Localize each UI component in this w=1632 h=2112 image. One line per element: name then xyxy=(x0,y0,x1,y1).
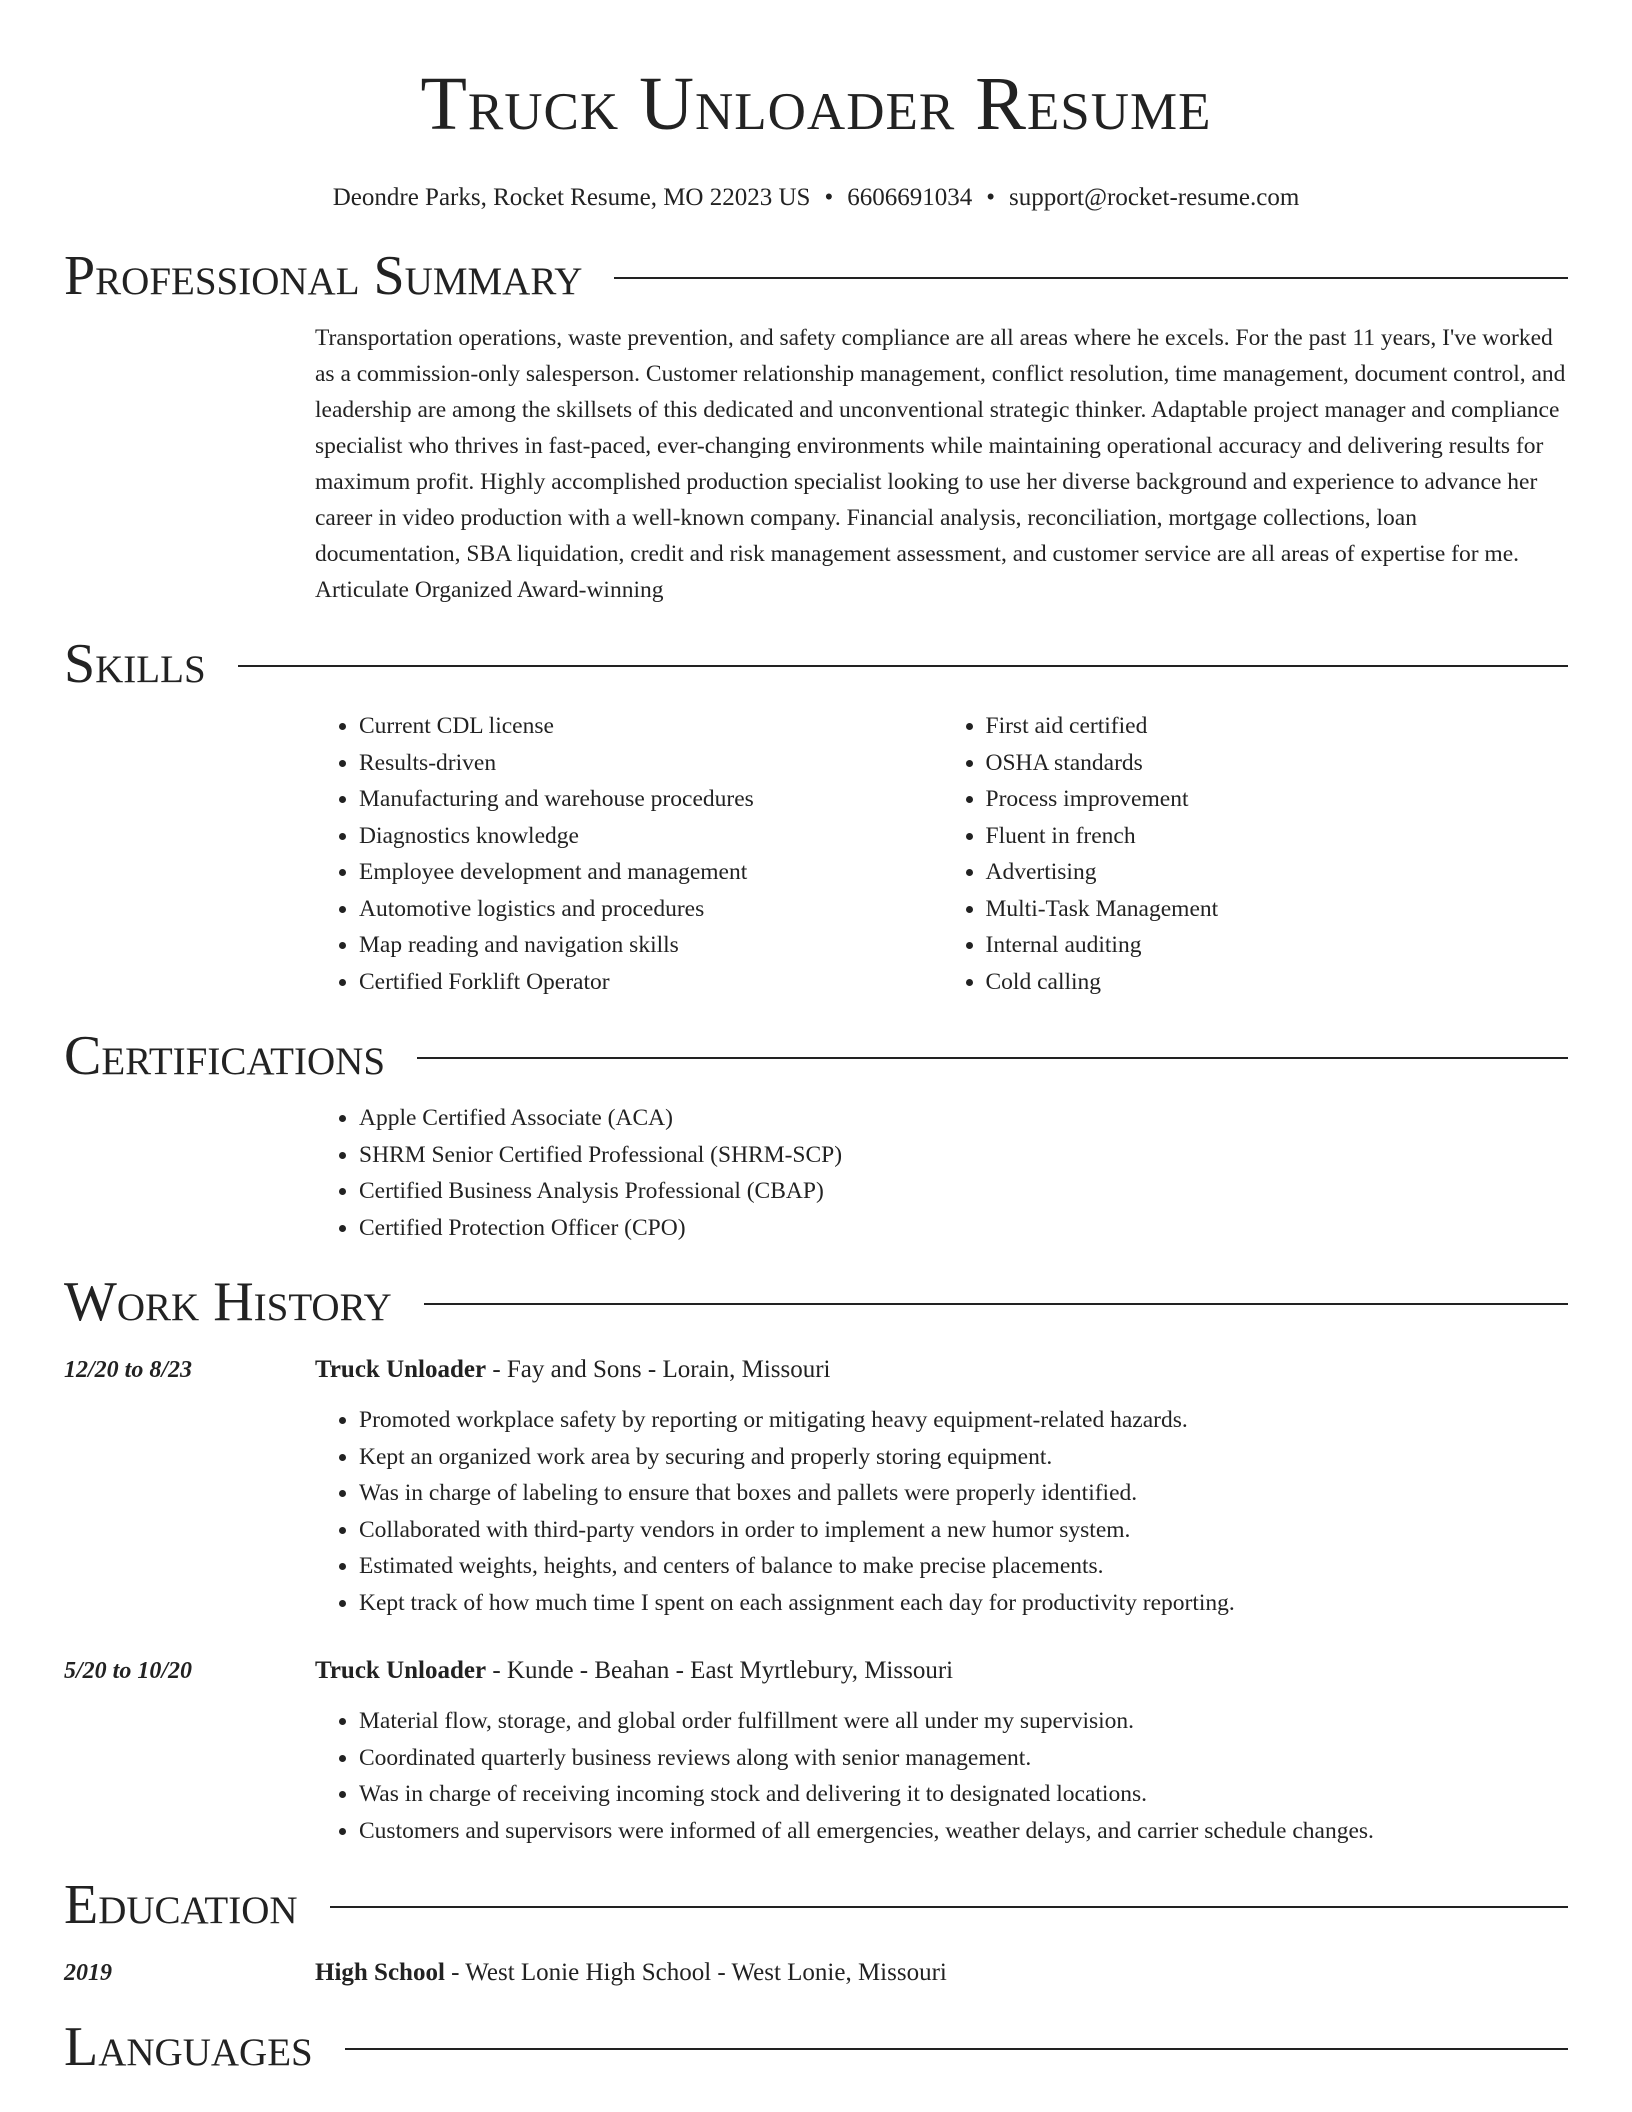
list-item: • Apple Certified Associate (ACA) xyxy=(359,1100,1568,1137)
job-bullets xyxy=(315,1703,1568,1849)
job-date: 5/20 to 10/20 xyxy=(64,1658,193,1684)
job-body xyxy=(315,1352,1568,1621)
contact-address: Deondre Parks, Rocket Resume, MO 22023 US xyxy=(332,184,811,211)
resume-title: Truck Unloader Resume xyxy=(420,62,1212,146)
section-rule xyxy=(345,2048,1568,2050)
list-item: • Diagnostics knowledge xyxy=(359,818,942,855)
list-item: • Internal auditing xyxy=(986,927,1569,964)
contact-phone: 6606691034 xyxy=(847,184,973,211)
list-item: • Certified Forklift Operator xyxy=(359,964,942,1001)
certifications-list xyxy=(315,1100,1568,1246)
resume-page xyxy=(64,0,1568,2079)
list-item: • Advertising xyxy=(986,854,1569,891)
job-body xyxy=(315,1653,1568,1849)
job-title: Truck Unloader xyxy=(315,1657,487,1684)
languages-section-header xyxy=(64,2015,1568,2079)
contact-separator: • xyxy=(986,184,995,211)
section-rule xyxy=(330,1906,1568,1908)
skills-section-header xyxy=(64,632,1568,696)
education-section-header xyxy=(64,1873,1568,1937)
list-item: • Employee development and management xyxy=(359,854,942,891)
list-item: • OSHA standards xyxy=(986,745,1569,782)
education-details: - West Lonie High School - West Lonie, Missouri xyxy=(444,1959,947,1986)
list-item: • Coordinated quarterly business reviews along with senior management. xyxy=(359,1740,1568,1777)
list-item: • SHRM Senior Certified Professional (SHRM-SCP) xyxy=(359,1137,1568,1174)
job-heading xyxy=(315,1352,1568,1388)
summary-section-header xyxy=(64,244,1568,308)
education-body xyxy=(315,1955,1568,1991)
list-item: • Multi-Task Management xyxy=(986,891,1569,928)
job-details: - Kunde - Beahan - East Myrtlebury, Missouri xyxy=(486,1657,954,1684)
list-item: • Automotive logistics and procedures xyxy=(359,891,942,928)
certifications-section-header xyxy=(64,1024,1568,1088)
skills-grid xyxy=(315,708,1568,1000)
skills-list-right xyxy=(942,708,1569,1000)
contact-separator: • xyxy=(824,184,834,211)
summary-text: Transportation operations, waste prevention, and safety compliance are all areas where he excels. For the past 11 years, I've worked as a commission-only salesperson. Customer relationship management, conflict resolution, time management, document control, and leadership are among the skillsets of this dedicated and unconventional strategic thinker. Adaptable project manager and compliance specialist who thrives in fast-paced, ever-changing environments while maintaining operational accuracy and delivering results for maximum profit. Highly accomplished production specialist looking to use her diverse background and experience to advance her career in video production with a well-known company. Financial analysis, reconciliation, mortgage collections, loan documentation, SBA liquidation, credit and risk management assessment, and customer service are all areas of expertise for me. Articulate Organized Award-winning xyxy=(315,325,1566,603)
education-entry xyxy=(64,1955,1568,1991)
section-title: Languages xyxy=(64,2016,313,2078)
education-date: 2019 xyxy=(64,1960,112,1986)
list-item: • Manufacturing and warehouse procedures xyxy=(359,781,942,818)
section-title: Skills xyxy=(64,633,206,695)
list-item: • Was in charge of receiving incoming stock and delivering it to designated locations. xyxy=(359,1776,1568,1813)
job-heading xyxy=(315,1653,1568,1689)
list-item: • Certified Business Analysis Professional (CBAP) xyxy=(359,1173,1568,1210)
list-item: • Current CDL license xyxy=(359,708,942,745)
section-rule xyxy=(424,1303,1568,1305)
job-date: 12/20 to 8/23 xyxy=(64,1357,193,1383)
list-item: • Results-driven xyxy=(359,745,942,782)
job-entry xyxy=(64,1653,1568,1849)
list-item: • Customers and supervisors were informed of all emergencies, weather delays, and carrier schedule changes. xyxy=(359,1813,1568,1850)
list-item: • Kept an organized work area by securing and properly storing equipment. xyxy=(359,1439,1568,1476)
job-bullets xyxy=(315,1402,1568,1621)
work-section-header xyxy=(64,1270,1568,1334)
list-item: • Certified Protection Officer (CPO) xyxy=(359,1210,1568,1247)
list-item: • Estimated weights, heights, and centers of balance to make precise placements. xyxy=(359,1548,1568,1585)
list-item: • Cold calling xyxy=(986,964,1569,1001)
list-item: • Promoted workplace safety by reporting or mitigating heavy equipment-related hazards. xyxy=(359,1402,1568,1439)
contact-line xyxy=(64,182,1568,214)
list-item: • Process improvement xyxy=(986,781,1569,818)
job-entry xyxy=(64,1352,1568,1621)
education-heading xyxy=(315,1955,1568,1991)
section-title: Education xyxy=(64,1874,298,1936)
section-title: Professional Summary xyxy=(64,245,583,307)
section-title: Certifications xyxy=(64,1025,386,1087)
education-degree: High School xyxy=(315,1959,445,1986)
section-rule xyxy=(238,665,1568,667)
contact-email: support@rocket-resume.com xyxy=(1008,184,1300,211)
job-title: Truck Unloader xyxy=(315,1356,487,1383)
skills-list-left xyxy=(315,708,942,1000)
certifications-block xyxy=(315,1100,1568,1246)
section-rule xyxy=(417,1057,1568,1059)
list-item: • Fluent in french xyxy=(986,818,1569,855)
list-item: • Was in charge of labeling to ensure that boxes and pallets were properly identified. xyxy=(359,1475,1568,1512)
list-item: • Map reading and navigation skills xyxy=(359,927,942,964)
list-item: • Collaborated with third-party vendors in order to implement a new humor system. xyxy=(359,1512,1568,1549)
list-item: • Material flow, storage, and global order fulfillment were all under my supervision. xyxy=(359,1703,1568,1740)
job-details: - Fay and Sons - Lorain, Missouri xyxy=(486,1356,831,1383)
list-item: • First aid certified xyxy=(986,708,1569,745)
section-rule xyxy=(614,277,1568,279)
list-item: • Kept track of how much time I spent on each assignment each day for productivity reporting. xyxy=(359,1585,1568,1622)
section-title: Work History xyxy=(64,1271,392,1333)
